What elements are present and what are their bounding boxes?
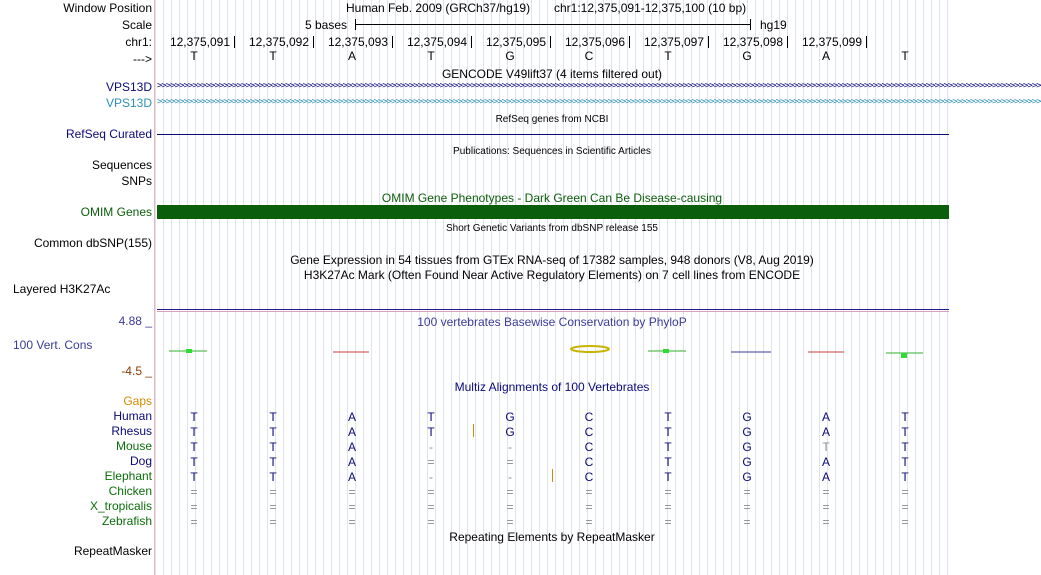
phylop-signal[interactable] xyxy=(155,340,950,364)
gap-marker-elephant xyxy=(552,469,553,482)
alignment-base: = xyxy=(664,500,672,514)
track-label-100-vert-cons[interactable]: 100 Vert. Cons xyxy=(13,338,93,352)
track-label-sequences[interactable]: Sequences xyxy=(91,158,152,172)
scale-bar xyxy=(355,24,751,25)
alignment-base: T xyxy=(190,440,198,454)
gtex-track-title: Gene Expression in 54 tissues from GTEx RNA-seq of 17382 samples, 948 donors (V8, Aug 2019) xyxy=(290,253,814,267)
species-label[interactable]: Rhesus xyxy=(111,424,152,438)
scale-db-label: hg19 xyxy=(760,18,787,32)
alignment-base: = xyxy=(348,485,356,499)
grid-line xyxy=(155,0,156,575)
ruler-position-label: 12,375,096 xyxy=(564,35,625,49)
alignment-base: T xyxy=(901,470,909,484)
alignment-base: T xyxy=(269,410,277,424)
alignment-base: T xyxy=(190,470,198,484)
alignment-base: = xyxy=(901,500,909,514)
alignment-base: = xyxy=(348,515,356,529)
species-label[interactable]: Zebrafish xyxy=(101,514,152,528)
refseq-gene-line[interactable] xyxy=(157,134,949,135)
alignment-base: = xyxy=(743,485,751,499)
alignment-base: = xyxy=(506,500,514,514)
alignment-base: = xyxy=(901,485,909,499)
alignment-base: T xyxy=(190,425,198,439)
reference-base: G xyxy=(742,49,752,63)
alignment-base: = xyxy=(427,455,435,469)
track-label-refseq[interactable]: RefSeq Curated xyxy=(65,127,152,141)
ruler-position-label: 12,375,092 xyxy=(248,35,309,49)
alignment-base: = xyxy=(664,485,672,499)
scale-bar-left-tick xyxy=(355,19,356,30)
track-label-layered-h3k27ac[interactable]: Layered H3K27Ac xyxy=(13,282,111,296)
alignment-base: T xyxy=(190,455,198,469)
alignment-base: = xyxy=(506,455,514,469)
alignment-base: - xyxy=(429,470,433,484)
alignment-base: = xyxy=(427,515,435,529)
species-label[interactable]: Dog xyxy=(129,454,152,468)
scale-label: Scale xyxy=(121,18,152,32)
cons-max-label: 4.88 _ xyxy=(118,314,152,328)
alignment-base: = xyxy=(822,485,830,499)
alignment-base: G xyxy=(505,425,515,439)
chr-label: chr1: xyxy=(125,35,152,49)
phylop-track-title: 100 vertebrates Basewise Conservation by PhyloP xyxy=(417,315,687,329)
alignment-base: T xyxy=(664,470,672,484)
alignment-base: T xyxy=(901,440,909,454)
alignment-base: G xyxy=(742,410,752,424)
alignment-base: = xyxy=(269,485,277,499)
cons-min-label: -4.5 _ xyxy=(121,364,152,378)
alignment-base: = xyxy=(506,515,514,529)
alignment-base: C xyxy=(584,410,594,424)
h3k27ac-signal-line xyxy=(157,309,949,310)
track-label-snps[interactable]: SNPs xyxy=(121,174,152,188)
ruler-position-label: 12,375,099 xyxy=(801,35,862,49)
alignment-base: = xyxy=(664,515,672,529)
reference-base: C xyxy=(584,49,594,63)
vps13d-transcript-2[interactable]: >>>>>>>>>>>>>>>>>>>>>>>>>>>>>>>>>>>>>>>>>>>>>>>>>>>>>>>>>>>>>>>>>>>>>>>>>>>>>>>>>>>>>>>>>>>>>>>>>>>>>>>>>>>>>>>>>>>>>>>>>>>>>>>>>>>>>>>>>>>>>>>>>>>>>>>>>>>>>>>>>>>>>>>>>>>>>>>>>>>>>>>>>>>>>>>>>>>>>>>> xyxy=(157,97,1041,107)
reference-base: G xyxy=(505,49,515,63)
alignment-base: = xyxy=(190,515,198,529)
assembly-label: Human Feb. 2009 (GRCh37/hg19) xyxy=(346,1,531,15)
alignment-base: = xyxy=(743,500,751,514)
alignment-base: G xyxy=(742,470,752,484)
reference-base: T xyxy=(427,49,435,63)
reference-base: T xyxy=(269,49,277,63)
alignment-base: = xyxy=(190,500,198,514)
alignment-base: T xyxy=(269,470,277,484)
alignment-base: T xyxy=(190,410,198,424)
ruler-position-label: 12,375,095 xyxy=(485,35,546,49)
dbsnp-track-title: Short Genetic Variants from dbSNP release 155 xyxy=(446,223,658,234)
alignment-base: = xyxy=(506,485,514,499)
track-label-gaps[interactable]: Gaps xyxy=(123,394,152,408)
track-label-repeatmasker[interactable]: RepeatMasker xyxy=(73,544,152,558)
repeatmasker-track-title: Repeating Elements by RepeatMasker xyxy=(449,530,655,544)
alignment-base: T xyxy=(664,425,672,439)
alignment-base: A xyxy=(821,410,831,424)
alignment-base: T xyxy=(664,410,672,424)
alignment-base: A xyxy=(347,440,357,454)
multiz-track-title: Multiz Alignments of 100 Vertebrates xyxy=(454,380,650,394)
species-label[interactable]: Elephant xyxy=(104,469,152,483)
alignment-base: = xyxy=(585,500,593,514)
ruler-position-label: 12,375,098 xyxy=(722,35,783,49)
track-label-vps13d-1[interactable]: VPS13D xyxy=(105,80,152,94)
alignment-base: T xyxy=(269,440,277,454)
alignment-base: = xyxy=(901,515,909,529)
track-label-omim[interactable]: OMIM Genes xyxy=(80,205,152,219)
ruler-position-label: 12,375,093 xyxy=(327,35,388,49)
position-label: chr1:12,375,091-12,375,100 (10 bp) xyxy=(554,1,747,15)
scale-bar-right-tick xyxy=(750,19,751,30)
alignment-base: T xyxy=(664,455,672,469)
gap-marker-rhesus xyxy=(473,424,474,437)
alignment-base: = xyxy=(427,500,435,514)
scale-bases-label: 5 bases xyxy=(305,18,348,32)
alignment-base: A xyxy=(821,455,831,469)
alignment-base: = xyxy=(585,485,593,499)
window-position-label: Window Position xyxy=(63,1,152,15)
alignment-base: T xyxy=(901,410,909,424)
alignment-base: A xyxy=(821,470,831,484)
alignment-base: T xyxy=(427,410,435,424)
strand-label: ---> xyxy=(133,52,152,66)
gencode-track-title: GENCODE V49lift37 (4 items filtered out) xyxy=(441,67,663,81)
alignment-base: T xyxy=(901,425,909,439)
ruler-tick xyxy=(866,36,867,48)
alignment-base: C xyxy=(584,440,594,454)
refseq-track-title: RefSeq genes from NCBI xyxy=(495,114,609,125)
alignment-base: C xyxy=(584,455,594,469)
publications-track-title: Publications: Sequences in Scientific Articles xyxy=(453,146,651,157)
track-label-common-dbsnp[interactable]: Common dbSNP(155) xyxy=(33,236,152,250)
alignment-base: C xyxy=(584,470,594,484)
alignment-base: - xyxy=(508,440,512,454)
alignment-base: A xyxy=(347,425,357,439)
alignment-base: T xyxy=(901,455,909,469)
ruler-position-label: 12,375,097 xyxy=(643,35,704,49)
h3k27ac-track-title: H3K27Ac Mark (Often Found Near Active Regulatory Elements) on 7 cell lines from ENCODE xyxy=(303,268,801,282)
omim-gene-bar[interactable] xyxy=(157,205,949,219)
alignment-base: T xyxy=(427,425,435,439)
alignment-base: C xyxy=(584,425,594,439)
alignment-base: T xyxy=(664,440,672,454)
alignment-base: T xyxy=(269,425,277,439)
reference-base: T xyxy=(664,49,672,63)
vps13d-transcript-1[interactable]: >>>>>>>>>>>>>>>>>>>>>>>>>>>>>>>>>>>>>>>>>>>>>>>>>>>>>>>>>>>>>>>>>>>>>>>>>>>>>>>>>>>>>>>>>>>>>>>>>>>>>>>>>>>>>>>>>>>>>>>>>>>>>>>>>>>>>>>>>>>>>>>>>>>>>>>>>>>>>>>>>>>>>>>>>>>>>>>>>>>>>>>>>>>>>>>>>>>>>>>> xyxy=(157,81,1041,91)
alignment-base: = xyxy=(348,500,356,514)
alignment-base: G xyxy=(742,440,752,454)
species-label[interactable]: Mouse xyxy=(115,439,152,453)
alignment-base: G xyxy=(742,455,752,469)
alignment-base: = xyxy=(269,515,277,529)
species-label[interactable]: Human xyxy=(113,409,152,423)
alignment-base: = xyxy=(269,500,277,514)
alignment-base: A xyxy=(347,455,357,469)
alignment-base: = xyxy=(743,515,751,529)
ruler-position-label: 12,375,094 xyxy=(406,35,467,49)
alignment-base: G xyxy=(742,425,752,439)
omim-track-title: OMIM Gene Phenotypes - Dark Green Can Be Disease-causing xyxy=(381,191,723,205)
alignment-base: T xyxy=(269,455,277,469)
alignment-base: A xyxy=(347,470,357,484)
alignment-base: = xyxy=(822,500,830,514)
reference-base: T xyxy=(901,49,909,63)
alignment-base: T xyxy=(822,440,830,454)
species-label[interactable]: X_tropicalis xyxy=(89,499,152,513)
alignment-base: G xyxy=(505,410,515,424)
alignment-base: - xyxy=(429,440,433,454)
h3k27ac-signal-line-2 xyxy=(157,311,949,312)
alignment-base: A xyxy=(347,410,357,424)
alignment-base: - xyxy=(508,470,512,484)
alignment-base: = xyxy=(190,485,198,499)
species-label[interactable]: Chicken xyxy=(108,484,152,498)
alignment-base: A xyxy=(821,425,831,439)
reference-base: T xyxy=(190,49,198,63)
track-label-vps13d-2[interactable]: VPS13D xyxy=(105,96,152,110)
reference-base: A xyxy=(347,49,357,63)
alignment-base: = xyxy=(427,485,435,499)
alignment-base: = xyxy=(585,515,593,529)
alignment-base: = xyxy=(822,515,830,529)
ruler-position-label: 12,375,091 xyxy=(169,35,230,49)
reference-base: A xyxy=(821,49,831,63)
